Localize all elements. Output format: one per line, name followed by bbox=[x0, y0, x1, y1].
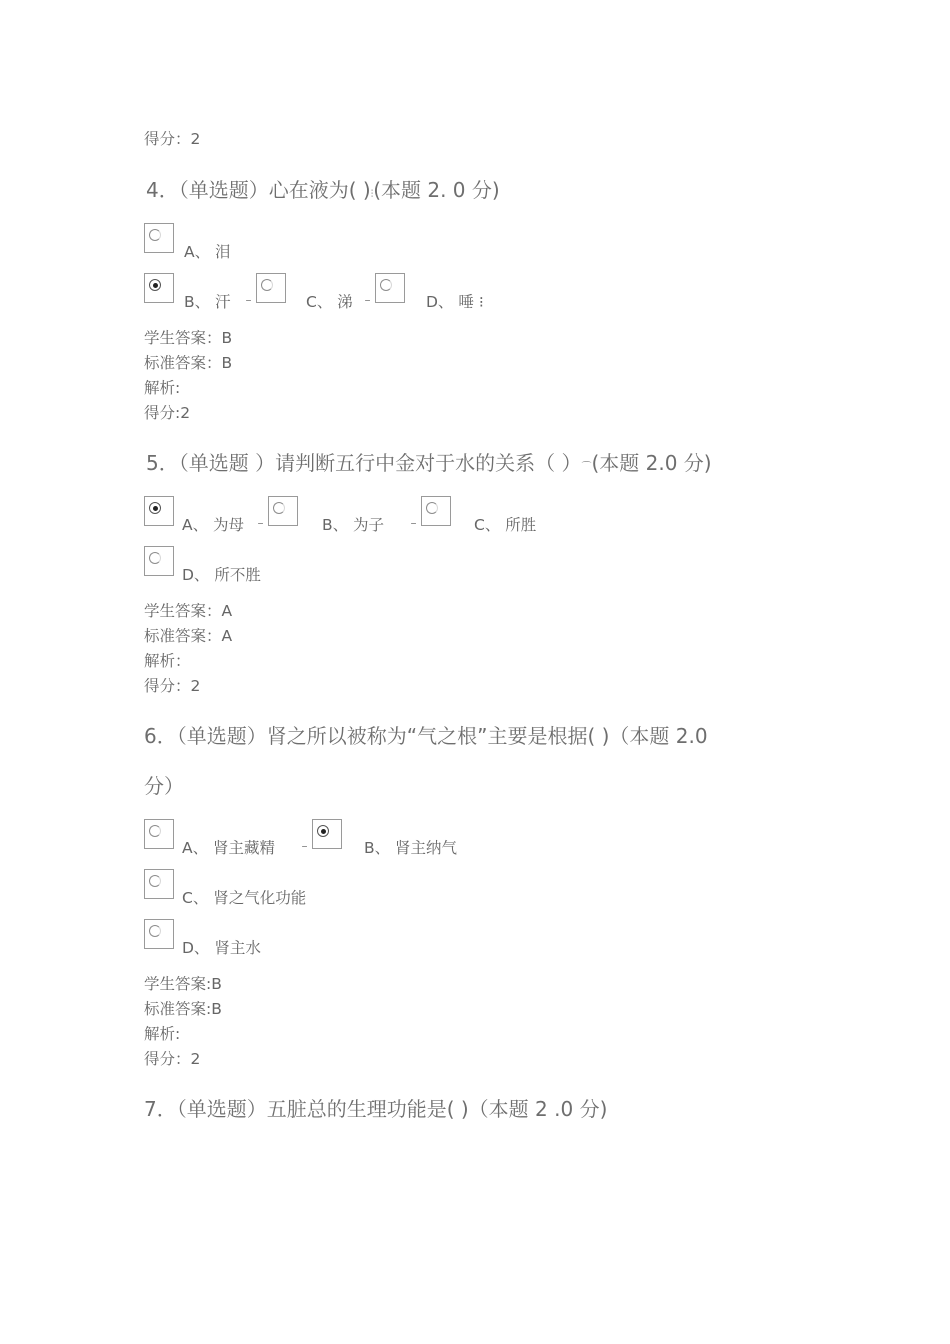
student-answer: 学生答案:B bbox=[144, 975, 222, 993]
score-line: 得分：2 bbox=[144, 130, 201, 148]
option-a-label: A、 肾主藏精 bbox=[182, 839, 276, 857]
option-b-label: B、 为子 bbox=[322, 516, 385, 534]
student-answer: 学生答案：B bbox=[144, 329, 233, 347]
question-score: 得分：2 bbox=[144, 677, 201, 695]
radio-option-d[interactable] bbox=[375, 273, 405, 303]
student-answer: 学生答案：A bbox=[144, 602, 233, 620]
standard-answer: 标准答案：B bbox=[144, 354, 233, 372]
option-a-label: A、 为母 bbox=[182, 516, 245, 534]
question-title: 5．（单选题 ）请判断五行中金对于水的关系（ ）⌒(本题 2.0 分) bbox=[146, 451, 712, 475]
ocr-artifact: ⲻ bbox=[258, 520, 264, 531]
ocr-artifact: ⲻ bbox=[302, 843, 308, 854]
radio-option-d[interactable] bbox=[144, 919, 174, 949]
radio-option-b[interactable] bbox=[268, 496, 298, 526]
ocr-artifact: ⲻ bbox=[246, 297, 252, 308]
analysis-label: 解析: bbox=[144, 1025, 181, 1043]
option-a-label: A、 泪 bbox=[184, 243, 231, 261]
radio-option-a[interactable] bbox=[144, 223, 174, 253]
option-b-label: B、 汗 bbox=[184, 293, 231, 311]
option-b-label: B、 肾主纳气 bbox=[364, 839, 458, 857]
question-title: 6．（单选题）肾之所以被称为“气之根”主要是根据( )（本题 2.0 bbox=[144, 724, 708, 748]
radio-option-d[interactable] bbox=[144, 546, 174, 576]
option-c-label: C、 肾之气化功能 bbox=[182, 889, 307, 907]
standard-answer: 标准答案:B bbox=[144, 1000, 222, 1018]
analysis-label: 解析: bbox=[144, 379, 181, 397]
radio-option-c[interactable] bbox=[421, 496, 451, 526]
analysis-label: 解析： bbox=[144, 652, 191, 670]
option-d-label: D、 唾 ⁝ bbox=[426, 293, 484, 311]
radio-option-c[interactable] bbox=[144, 869, 174, 899]
question-score: 得分:2 bbox=[144, 404, 191, 422]
question-title-continued: 分） bbox=[144, 774, 184, 798]
option-c-label: C、 涕 bbox=[306, 293, 353, 311]
ocr-artifact: ⲻ bbox=[411, 520, 417, 531]
radio-option-a[interactable] bbox=[144, 496, 174, 526]
radio-option-a[interactable] bbox=[144, 819, 174, 849]
option-d-label: D、 所不胜 bbox=[182, 566, 261, 584]
standard-answer: 标准答案：A bbox=[144, 627, 233, 645]
radio-option-c[interactable] bbox=[256, 273, 286, 303]
radio-option-b[interactable] bbox=[312, 819, 342, 849]
question-title: 4．（单选题）心在液为( )⫶(本题 2. 0 分) bbox=[146, 178, 500, 202]
ocr-artifact: ⲻ bbox=[365, 297, 371, 308]
option-d-label: D、 肾主水 bbox=[182, 939, 261, 957]
radio-option-b[interactable] bbox=[144, 273, 174, 303]
question-title: 7．（单选题）五脏总的生理功能是( )（本题 2 .0 分) bbox=[144, 1097, 608, 1121]
question-score: 得分：2 bbox=[144, 1050, 201, 1068]
option-c-label: C、 所胜 bbox=[474, 516, 537, 534]
